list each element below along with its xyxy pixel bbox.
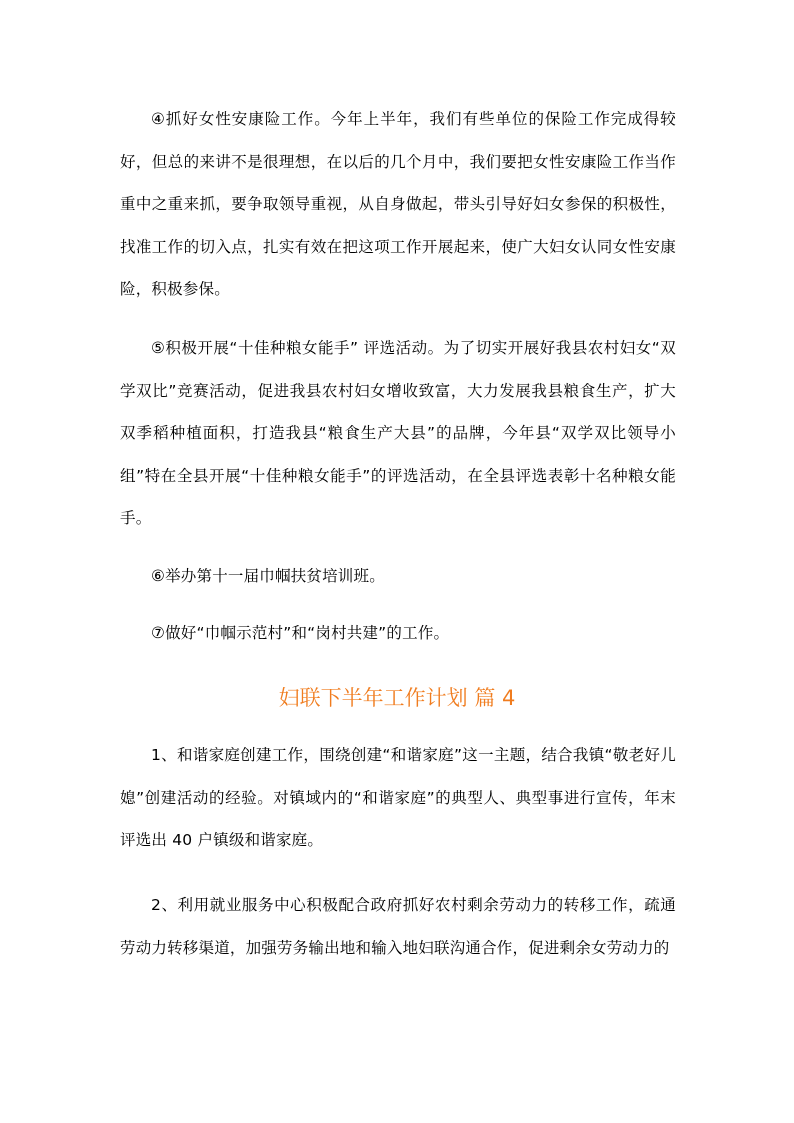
paragraph-item-7: ⑦做好“巾帼示范村”和“岗村共建”的工作。 [151, 624, 450, 642]
paragraph-item-4: ④抓好女性安康险工作。今年上半年，我们有些单位的保险工作完成得较好，但总的来讲不是很理想，在以后的几个月中，我们要把女性安康险工作当作重中之重来抓，要争取领导重视，从自身做起，带头引导好妇女参保的积极性，找准工作的切入点，扎实有效在把这项工作开展起来，使广大妇女认同女性安康险，积极参保。 [120, 110, 676, 298]
section-heading: 妇联下半年工作计划 篇 4 [278, 686, 516, 710]
paragraph-item-5: ⑤积极开展“十佳种粮女能手” 评选活动。为了切实开展好我县农村妇女“双学双比”竞赛活动，促进我县农村妇女增收致富，大力发展我县粮食生产，扩大双季稻种植面积，打造我县“粮食生产大县”的品牌，今年县“双学双比领导小组”特在全县开展“十佳种粮女能手”的评选活动，在全县评选表彰十名种粮女能手。 [120, 339, 676, 527]
paragraph-item-2: 2、利用就业服务中心积极配合政府抓好农村剩余劳动力的转移工作，疏通劳动力转移渠道，加强劳务输出地和输入地妇联沟通合作，促进剩余女劳动力的 [120, 896, 676, 957]
paragraph-item-1: 1、和谐家庭创建工作，围绕创建“和谐家庭”这一主题，结合我镇“敬老好儿媳”创建活动的经验。对镇域内的“和谐家庭”的典型人、典型事进行宣传，年末评选出 40 户镇级和谐家庭。 [120, 746, 676, 849]
paragraph-item-6: ⑥举办第十一届巾帼扶贫培训班。 [151, 567, 385, 585]
